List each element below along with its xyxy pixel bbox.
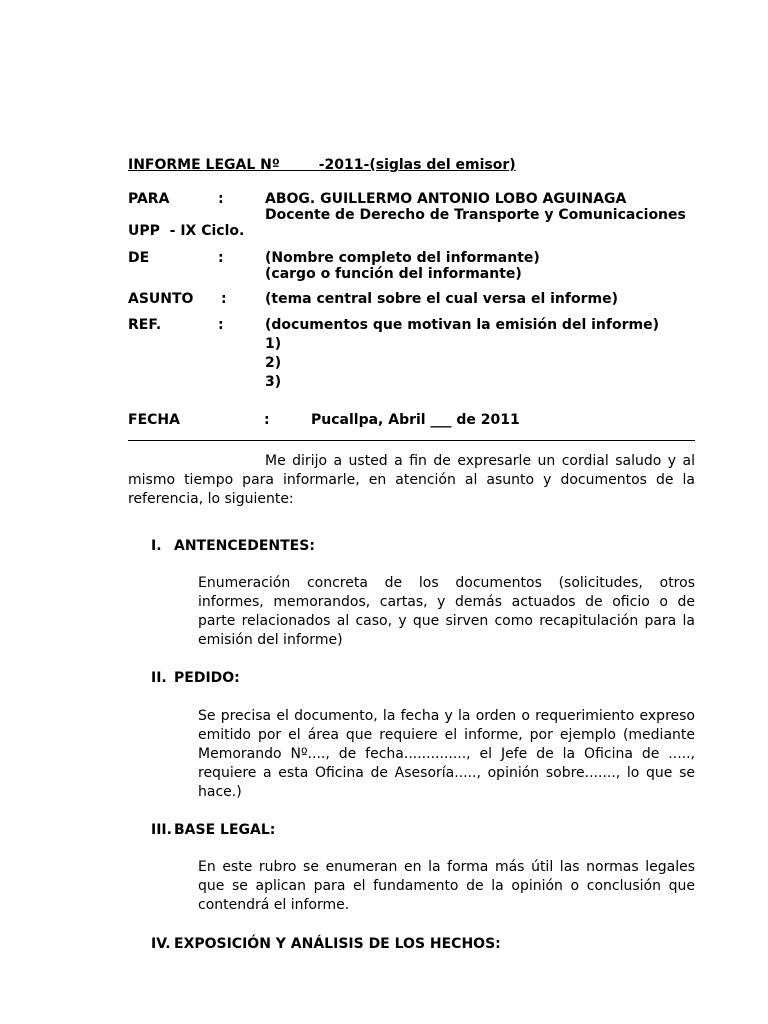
para-label: PARA: [128, 191, 170, 207]
section-number: IV.: [151, 936, 171, 952]
body-line: Memorando Nº...., de fecha.............., el Jefe de la Oficina de .....,: [198, 746, 695, 762]
de-label: DE: [128, 250, 150, 266]
section-number: III.: [151, 822, 172, 838]
asunto-colon: :: [221, 291, 227, 307]
ref-item: 3): [265, 374, 282, 390]
intro-line: mismo tiempo para informarle, en atención al asunto y documentos de la: [128, 472, 695, 488]
header-divider: [128, 440, 695, 441]
body-line: emisión del informe): [198, 632, 343, 648]
intro-paragraph: [128, 452, 695, 509]
ref-label: REF.: [128, 317, 162, 333]
body-line: informes, memorandos, cartas, y demás actuados de oficio o de: [198, 594, 695, 610]
asunto-value: (tema central sobre el cual versa el informe): [265, 291, 618, 307]
body-line: En este rubro se enumeran en la forma más útil las normas legales: [198, 859, 695, 875]
body-line: emitido por el área que requiere el informe, por ejemplo (mediante: [198, 727, 695, 743]
section-number: I.: [151, 538, 162, 554]
ref-colon: :: [218, 317, 224, 333]
fecha-label: FECHA: [128, 412, 180, 428]
section-number: II.: [151, 670, 167, 686]
section-title-pedido: PEDIDO:: [174, 670, 240, 686]
body-line: Enumeración concreta de los documentos (solicitudes, otros: [198, 575, 695, 591]
para-colon: :: [218, 191, 224, 207]
body-line: parte relacionados al caso, y que sirven como recapitulación para la: [198, 613, 695, 629]
section-body-pedido: [198, 707, 695, 802]
body-line: que se aplican para el fundamento de la opinión o conclusión que: [198, 878, 695, 894]
para-recipient-institution: UPP - IX Ciclo.: [128, 223, 245, 239]
fecha-value: Pucallpa, Abril ___ de 2011: [311, 412, 520, 428]
body-line: requiere a esta Oficina de Asesoría....., opinión sobre......., lo que se: [198, 765, 695, 781]
section-body-antecedentes: [198, 574, 695, 650]
document-title: INFORME LEGAL Nº -2011-(siglas del emisor): [128, 157, 516, 173]
body-line: hace.): [198, 784, 242, 800]
section-title-base-legal: BASE LEGAL:: [174, 822, 276, 838]
para-recipient-name: ABOG. GUILLERMO ANTONIO LOBO AGUINAGA: [265, 191, 627, 207]
body-line: Se precisa el documento, la fecha y la orden o requerimiento expreso: [198, 708, 695, 724]
de-sender-role: (cargo o función del informante): [265, 266, 522, 282]
ref-item: 2): [265, 355, 282, 371]
asunto-label: ASUNTO: [128, 291, 194, 307]
fecha-colon: :: [264, 412, 270, 428]
para-recipient-role: Docente de Derecho de Transporte y Comunicaciones: [265, 207, 686, 223]
intro-line: referencia, lo siguiente:: [128, 491, 294, 507]
intro-line: Me dirijo a usted a fin de expresarle un cordial saludo y al: [265, 453, 695, 469]
section-title-exposicion: EXPOSICIÓN Y ANÁLISIS DE LOS HECHOS:: [174, 936, 501, 952]
de-sender-name: (Nombre completo del informante): [265, 250, 540, 266]
section-body-base-legal: [198, 858, 695, 915]
ref-item: 1): [265, 336, 282, 352]
body-line: contendrá el informe.: [198, 897, 350, 913]
ref-value: (documentos que motivan la emisión del informe): [265, 317, 659, 333]
de-colon: :: [218, 250, 224, 266]
section-title-antecedentes: ANTENCEDENTES:: [174, 538, 315, 554]
